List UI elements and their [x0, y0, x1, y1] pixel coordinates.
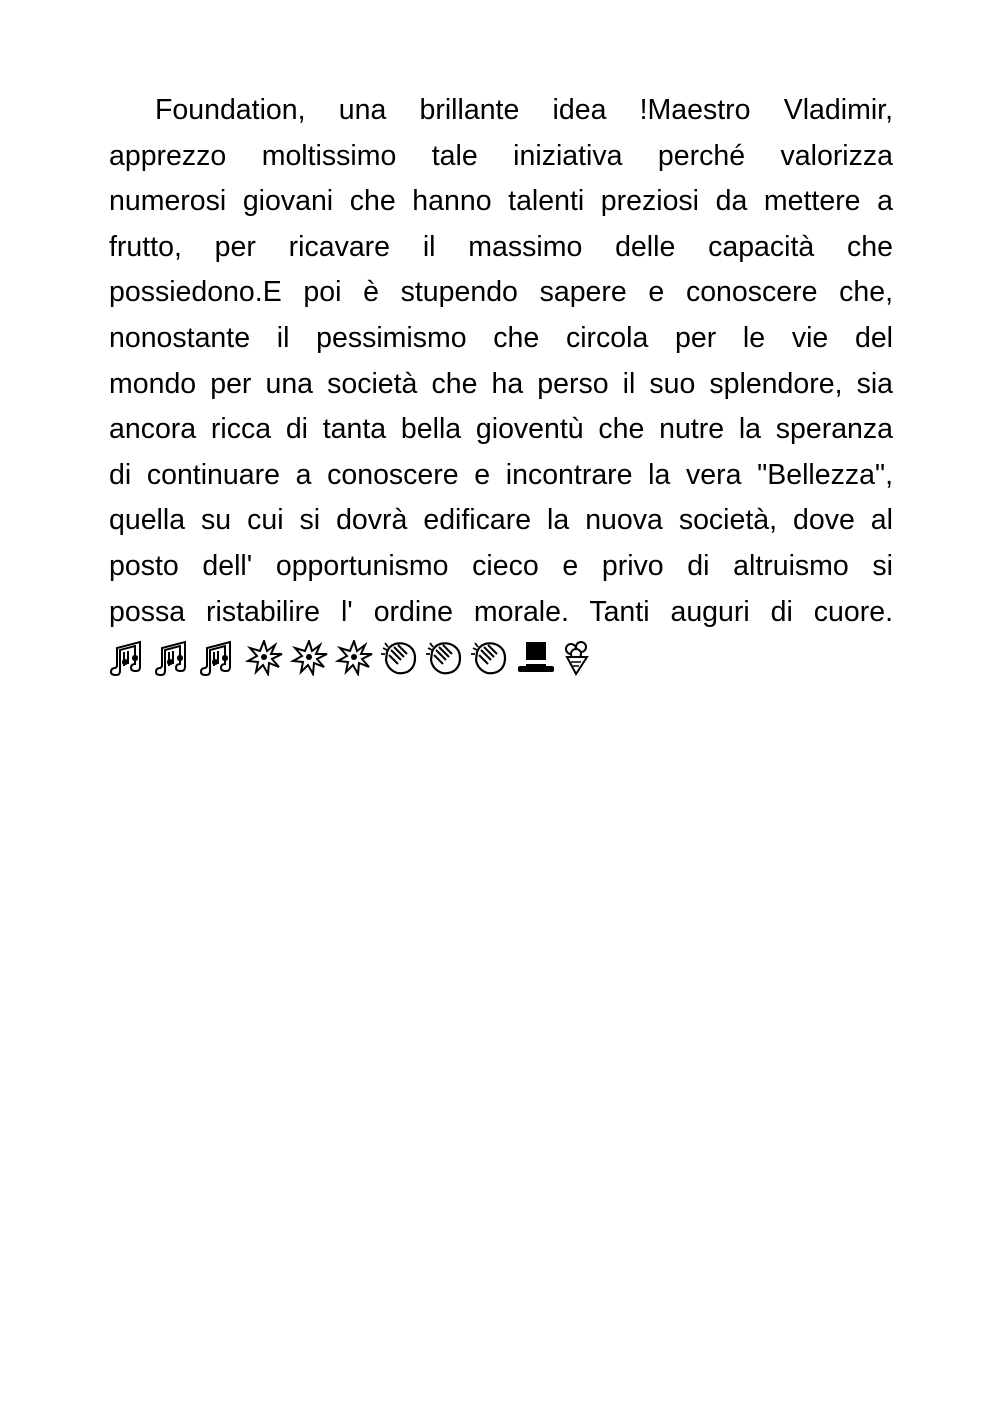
- music-notes-icon: [199, 640, 243, 676]
- text-line: nonostante il pessimismo che circola per le vie del: [109, 321, 893, 354]
- text-line: posto dell' opportunismo cieco e privo di altruismo si: [109, 549, 893, 582]
- bouquet-icon: [559, 640, 597, 676]
- text-line: mondo per una società che ha perso il suo splendore, sia: [109, 367, 893, 400]
- music-notes-icon: [109, 640, 153, 676]
- text-line: possa ristabilire l' ordine morale. Tanti auguri di cuore.: [109, 595, 893, 628]
- text-line: ancora ricca di tanta bella gioventù che nutre la speranza: [109, 413, 893, 446]
- clapping-hands-icon: [424, 640, 468, 676]
- text-line: possiedono.E poi è stupendo sapere e conoscere che,: [109, 276, 893, 309]
- music-notes-icon: [154, 640, 198, 676]
- clapping-hands-icon: [379, 640, 423, 676]
- sparkle-icon: [334, 640, 378, 676]
- text-line: Foundation, una brillante idea !Maestro Vladimir,: [155, 94, 893, 126]
- text-line: frutto, per ricavare il massimo delle capacità che: [109, 230, 893, 263]
- text-line: apprezzo moltissimo tale iniziativa perché valorizza: [109, 139, 893, 172]
- sparkle-icon: [289, 640, 333, 676]
- emoji-row: [109, 635, 893, 681]
- text-line: quella su cui si dovrà edificare la nuova società, dove al: [109, 504, 893, 537]
- text-line: di continuare a conoscere e incontrare la vera "Bellezza",: [109, 458, 893, 491]
- text-line: numerosi giovani che hanno talenti preziosi da mettere a: [109, 185, 893, 218]
- sparkle-icon: [244, 640, 288, 676]
- letter-body: [109, 88, 893, 681]
- top-hat-icon: [514, 640, 558, 676]
- clapping-hands-icon: [469, 640, 513, 676]
